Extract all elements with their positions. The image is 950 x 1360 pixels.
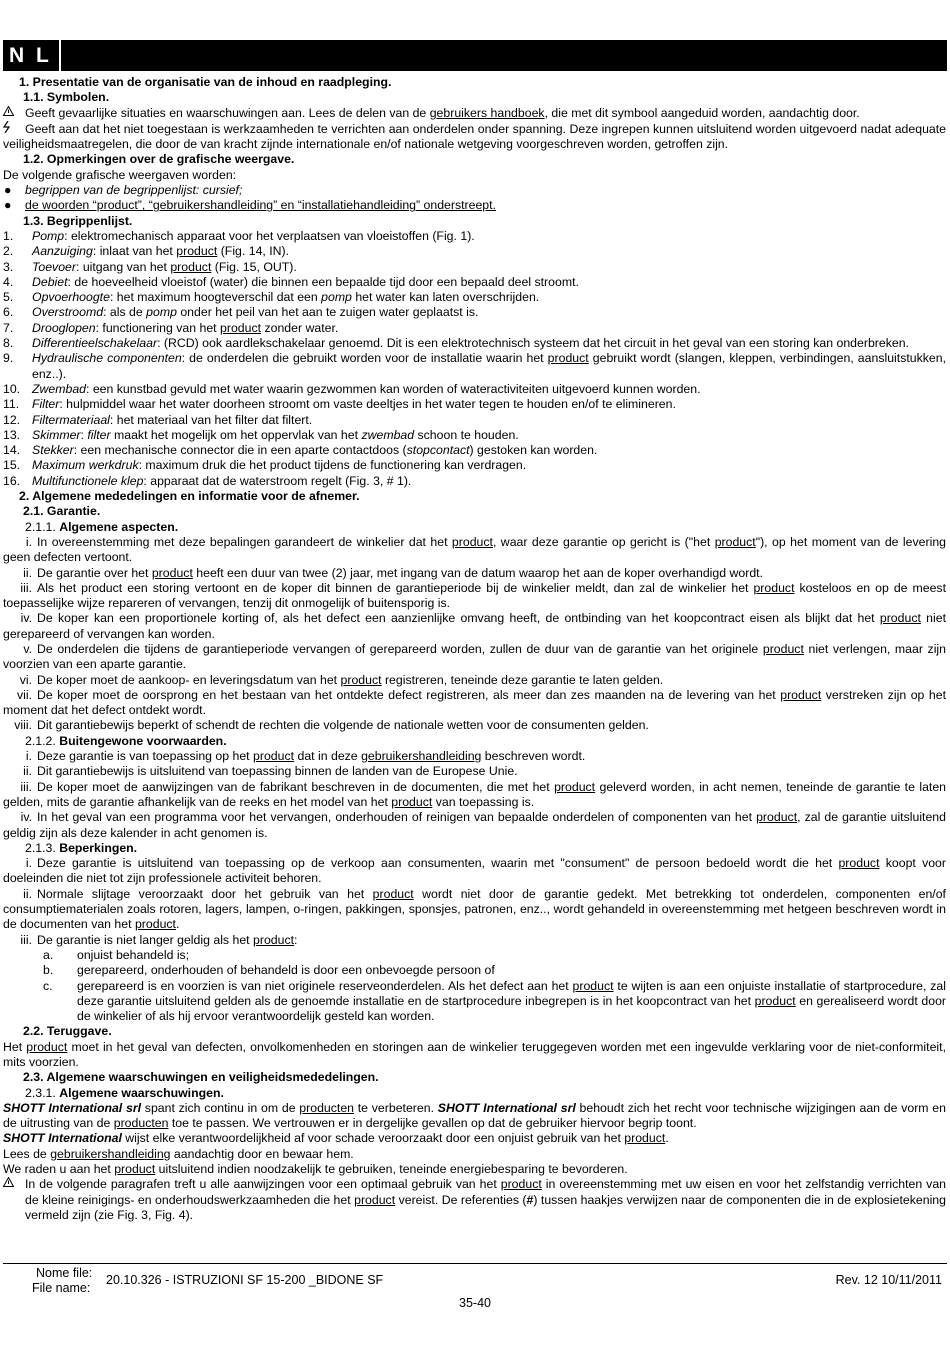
paragraph: SHOTT International wijst elke verantwoordelijkheid af voor schade veroorzaakt door een onjuist gebruik van het product.	[3, 1131, 669, 1146]
list-item: iii. De koper moet de aanwijzingen van de fabrikant beschreven in de documenten, die met het product geleverd worden, in acht nemen, teneinde de garantie te laten gelden, mits de garantie afhankelijk van de reeks en het model van het product van toepassing is.	[3, 779, 946, 809]
heading-1-3: 1.3. Begrippenlijst.	[23, 213, 133, 228]
warning-triangle-icon	[3, 1177, 25, 1192]
glossary-item: 6. Overstroomd: als de pomp onder het peil van het aan te zuigen water geplaatst is.	[3, 305, 479, 320]
warning-note: In de volgende paragrafen treft u alle aanwijzingen voor een optimaal gebruik van het product in overeenstemming met uw eisen en voor het zelfstandig verrichten van de kleine reinigings- en onderhoudswerkzaamheden die het product vereist. De referenties (#) tussen haakjes verwijzen naar de componenten die in de explosietekening vermeld zijn (zie Fig. 3, Fig. 4).	[3, 1177, 946, 1223]
glossary-item: 3. Toevoer: uitgang van het product (Fig. 15, OUT).	[3, 259, 297, 274]
heading-1-1: 1.1. Symbolen.	[23, 90, 110, 105]
glossary-item: 8. Differentieelschakelaar: (RCD) ook aardlekschakelaar genoemd. Dit is een elektrotechnisch systeem dat het circuit in het geval van een storing kan onderbreken.	[3, 336, 909, 351]
sub-list-item: a. onjuist behandeld is;	[43, 947, 190, 962]
list-item: ii. Normale slijtage veroorzaakt door het gebruik van het product wordt niet door de garantie gedekt. Met betrekking tot onderdelen, componenten en/of consumptiematerialen zoals rotoren, lagers, lampen, o-ringen, pakkingen, sponsjes, patronen, enz.., wordt gehandeld in overeenstemming met hetgeen beschreven wordt in de documenten van het product.	[3, 886, 946, 932]
glossary-item: 2. Aanzuiging: inlaat van het product (Fig. 14, IN).	[3, 244, 290, 259]
glossary-item: 9. Hydraulische componenten: de onderdelen die gebruikt worden voor de installatie waarin het product gebruikt wordt (slangen, kleppen, verbindingen, aansluitstukken, enz..).	[3, 351, 946, 381]
warning-triangle-icon	[3, 106, 25, 121]
glossary-item: 15. Maximum werkdruk: maximum druk die het product tijdens de functionering kan verdragen.	[3, 458, 527, 473]
electric-note: Geeft aan dat het niet toegestaan is werkzaamheden te verrichten aan onderdelen onder spanning. Deze ingrepen kunnen uitsluitend worden uitgevoerd nadat adequate veiligheidsmaatregelen, die door de van kracht zijnde internationale en/of nationale wetgeving voorgeschreven worden, getroffen zijn.	[3, 121, 946, 152]
glossary-item: 10. Zwembad: een kunstbad gevuld met water waarin gezwommen kan worden of wateractiviteiten uitgevoerd kunnen worden.	[3, 381, 701, 396]
heading-2-1-1: 2.1.1. Algemene aspecten.	[25, 519, 179, 534]
paragraph: We raden u aan het product uitsluitend indien noodzakelijk te gebruiken, teneinde energiebesparing te bevorderen.	[3, 1162, 628, 1177]
paragraph: Lees de gebruikershandleiding aandachtig door en bewaar hem.	[3, 1146, 354, 1161]
list-item: ii. Dit garantiebewijs is uitsluitend van toepassing binnen de landen van de Europese Unie.	[23, 764, 518, 779]
heading-1: 1. Presentatie van de organisatie van de inhoud en raadpleging.	[19, 75, 392, 89]
list-item: ii. De garantie over het product heeft een duur van twee (2) jaar, met ingang van de datum waarop het aan de koper overhandigd wordt.	[23, 565, 763, 580]
paragraph: SHOTT International srl spant zich continu in om de producten te verbeteren. SHOTT International srl behoudt zich het recht voor technische wijzigingen aan de vorm en de uitrusting van de producten toe te passen. We vertrouwen er in dergelijke gevallen op dat de gebruiker hiervoor begrip toont.	[3, 1100, 946, 1131]
warning-note: Geeft gevaarlijke situaties en waarschuwingen aan. Lees de delen van de gebruikers handboek, die met dit symbool aangeduid worden, aandachtig door.	[3, 106, 946, 121]
list-item: iii. Als het product een storing vertoont en de koper dit binnen de garantieperiode bij de winkelier meldt, dan zal de winkelier het product kosteloos en op de meest toepasselijke wijze repareren of vervangen, tenzij dit onmogelijk of buitensporig is.	[3, 580, 946, 611]
glossary-item: 16. Multifunctionele klep: apparaat dat de waterstroom regelt (Fig. 3, # 1).	[3, 473, 412, 488]
list-item: i. In overeenstemming met deze bepalingen garandeert de winkelier dat het product, waar deze garantie op gericht is ("het product"), op het moment van de levering geen defecten vertoont.	[3, 534, 946, 565]
heading-2-2: 2.2. Teruggave.	[23, 1024, 112, 1039]
footer-label-file: File name:	[32, 1281, 91, 1295]
glossary-item: 4. Debiet: de hoeveelheid vloeistof (water) die binnen een bepaalde tijd door een bepaald deel stroomt.	[3, 274, 579, 289]
heading-2-1: 2.1. Garantie.	[23, 504, 101, 519]
page-number: 35-40	[459, 1296, 491, 1310]
glossary-item: 11. Filter: hulpmiddel waar het water doorheen stroomt om vaste deeltjes in het water tegen te houden en/of te elimineren.	[3, 397, 676, 412]
heading-2-1-3: 2.1.3. Beperkingen.	[25, 840, 138, 855]
glossary-item: 7. Drooglopen: functionering van het product zonder water.	[3, 320, 339, 335]
list-item: i. Deze garantie is van toepassing op het product dat in deze gebruikershandleiding beschreven wordt.	[25, 749, 586, 764]
heading-1-2: 1.2. Opmerkingen over de grafische weergave.	[23, 152, 295, 167]
paragraph: Het product moet in het geval van defecten, onvolkomenheden en storingen aan de winkelier teruggegeven worden met een ingevulde verklaring voor de niet-conformiteit, mits voorzien.	[3, 1039, 946, 1069]
list-item: iv. De koper kan een proportionele korting of, als het defect een aanzienlijke omvang heeft, de ontbinding van het koopcontract eisen als blijkt dat het product niet gerepareerd of vervangen kan worden.	[3, 611, 946, 641]
list-item: v. De onderdelen die tijdens de garantieperiode vervangen of gerepareerd worden, zullen de duur van de garantie van het originele product niet verlengen, maar zijn voorzien van een aparte garantie.	[3, 641, 946, 672]
document-body	[3, 75, 946, 1223]
glossary-item: 5. Opvoerhoogte: het maximum hoogteverschil dat een pomp het water kan laten overschrijden.	[3, 290, 540, 305]
footer-label-nome: Nome file:	[36, 1266, 93, 1280]
list-item: iv. In het geval van een programma voor het vervangen, onderhouden of reinigen van bepaalde onderdelen of componenten van het product, zal de garantie uitsluitend geldig zijn als deze kalender in acht genomen is.	[3, 810, 946, 840]
bullet-icon: ●	[4, 183, 12, 198]
footer-revision: Rev. 12 10/11/2011	[835, 1273, 942, 1287]
list-item: vii. De koper moet de oorsprong en het bestaan van het ontdekte defect registreren, als meer dan zes maanden na de levering van het product verstreken zijn op het moment dat het defect ontdekt wordt.	[3, 687, 946, 718]
glossary-list	[3, 229, 946, 489]
list-item: vi. De koper moet de aankoop- en leveringsdatum van het product registreren, teneinde deze garantie te laten gelden.	[19, 672, 664, 687]
heading-2: 2. Algemene mededelingen en informatie voor de afnemer.	[19, 489, 360, 504]
bullet-icon: ●	[4, 198, 12, 213]
footer-divider	[3, 1263, 947, 1264]
language-code: N L	[3, 40, 61, 71]
heading-2-3: 2.3. Algemene waarschuwingen en veiligheidsmededelingen.	[23, 1070, 379, 1085]
glossary-item: 1. Pomp: elektromechanisch apparaat voor het verplaatsen van vloeistoffen (Fig. 1).	[3, 228, 475, 243]
bullet-item: ● de woorden “product”, “gebruikershandleiding” en “installatiehandleiding” onderstreept.	[4, 198, 496, 213]
glossary-item: 12. Filtermateriaal: het materiaal van het filter dat filtert.	[3, 412, 313, 427]
lightning-icon	[3, 121, 25, 137]
bullet-item: ● begrippen van de begrippenlijst: cursief;	[4, 183, 243, 198]
heading-2-3-1: 2.3.1. Algemene waarschuwingen.	[25, 1085, 224, 1100]
sub-list-item: c. gerepareerd is en voorzien is van niet originele reserveonderdelen. Als het defect aan het product te wijten is aan een onjuiste installatie of startprocedure, zal deze garantie uitsluitend gelden als de genoemde installatie en de startprocedure inbegrepen is in het koopcontract van het product en gerealiseerd wordt door de winkelier of als hij ervoor verantwoordelijk gesteld kan worden.	[43, 978, 946, 1024]
heading-2-1-2: 2.1.2. Buitengewone voorwaarden.	[25, 733, 227, 748]
intro-text: De volgende grafische weergaven worden:	[3, 167, 237, 182]
sub-list-item: b. gerepareerd, onderhouden of behandeld is door een onbevoegde persoon of	[43, 963, 495, 978]
language-header-bar	[3, 40, 947, 71]
glossary-item: 13. Skimmer: filter maakt het mogelijk om het oppervlak van het zwembad schoon te houden.	[3, 427, 519, 442]
footer-filename: 20.10.326 - ISTRUZIONI SF 15-200 _BIDONE SF	[106, 1273, 384, 1287]
list-item: i. Deze garantie is uitsluitend van toepassing op de verkoop aan consumenten, waarin met "consument" de persoon bedoeld wordt die het product koopt voor doeleinden die niet tot zijn professionele activiteit behoren.	[3, 856, 946, 886]
glossary-item: 14. Stekker: een mechanische connector die in een aparte contactdoos (stopcontact) gestoken kan worden.	[3, 443, 598, 458]
list-item: iii. De garantie is niet langer geldig als het product:	[20, 932, 298, 947]
list-item: viii. Dit garantiebewijs beperkt of schendt de rechten die volgende de nationale wetten voor de consumenten gelden.	[14, 718, 649, 733]
